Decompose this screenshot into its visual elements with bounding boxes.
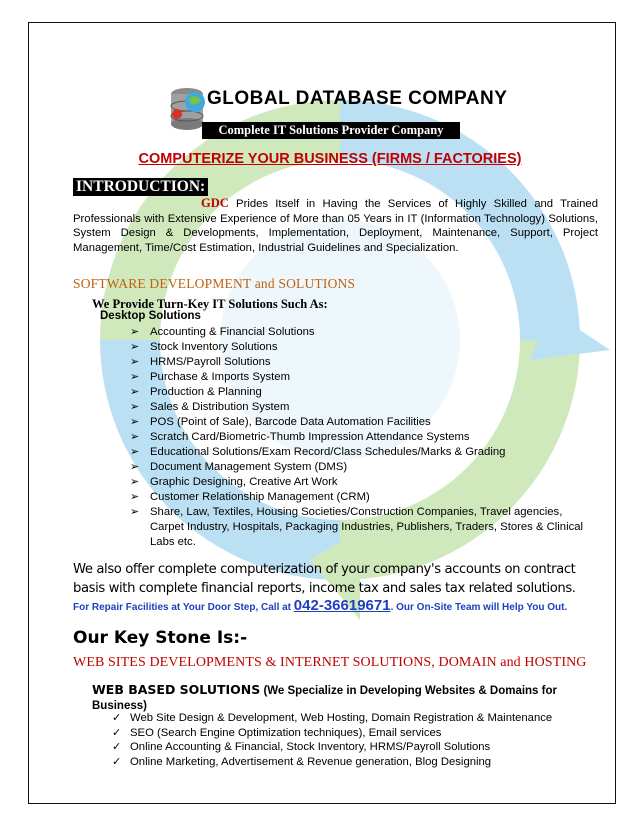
list-item xyxy=(130,340,590,355)
checkmark-icon: ✓ xyxy=(112,712,122,724)
web-solutions-list xyxy=(112,711,592,769)
arrow-bullet-icon: ➢ xyxy=(130,341,140,353)
list-item xyxy=(130,325,590,340)
arrow-bullet-icon: ➢ xyxy=(130,386,140,398)
list-item xyxy=(130,355,590,370)
accounts-offer-paragraph: We also offer complete computerization of your company's accounts on contract basis with complete financial reports, income tax and sales tax related solutions. xyxy=(73,562,576,596)
list-item-text: Online Accounting & Financial, Stock Inventory, HRMS/Payroll Solutions xyxy=(130,741,491,753)
introduction-text: Prides Itself in Having the Services of Highly Skilled and Trained Professionals with Extensive Experience of More than 05 Years in IT (Information Technology) Solutions, System Design & Developments, Implementation, Deployment, Maintenance, Support, Project Management, Time/Cost Estimation, Industrial Guidelines and Specialization. xyxy=(73,198,598,254)
list-item-text: Accounting & Financial Solutions xyxy=(150,326,315,338)
list-item-text: Sales & Distribution System xyxy=(150,401,290,413)
arrow-bullet-icon: ➢ xyxy=(130,371,140,383)
list-item xyxy=(130,475,590,490)
list-item-text: Web Site Design & Development, Web Hosting, Domain Registration & Maintenance xyxy=(130,712,553,724)
company-name: GLOBAL DATABASE COMPANY xyxy=(207,88,508,109)
phone-number-link[interactable]: 042-36619671 xyxy=(293,597,391,614)
list-item-text: Stock Inventory Solutions xyxy=(150,341,278,353)
checkmark-icon: ✓ xyxy=(112,741,122,753)
checkmark-icon: ✓ xyxy=(112,726,122,739)
list-item xyxy=(112,755,592,770)
list-item xyxy=(130,400,590,415)
list-item xyxy=(130,385,590,400)
turnkey-intro: We Provide Turn-Key IT Solutions Such As: xyxy=(92,297,328,311)
list-item-text: Purchase & Imports System xyxy=(150,371,291,383)
list-item xyxy=(112,726,592,741)
list-item-text: HRMS/Payroll Solutions xyxy=(150,356,271,368)
list-item xyxy=(130,490,590,505)
list-item-text: Customer Relationship Management (CRM) xyxy=(150,491,370,503)
arrow-bullet-icon: ➢ xyxy=(130,476,140,488)
list-item-text: Share, Law, Textiles, Housing Societies/Construction Companies, Travel agencies, Carpet Industry, Hospitals, Packaging Industries, Publishers, Traders, Stores & Clinical Labs etc. xyxy=(150,506,584,548)
keystone-heading: Our Key Stone Is:- xyxy=(73,628,248,648)
list-item xyxy=(130,415,590,430)
web-based-solutions-note: (We Specialize in Developing Websites & Domains for Business) xyxy=(92,685,557,712)
repair-text: For Repair Facilities at Your Door Step, Call at xyxy=(73,602,294,613)
list-item xyxy=(112,711,592,726)
arrow-bullet-icon: ➢ xyxy=(130,506,140,518)
desktop-solutions-list xyxy=(130,325,590,550)
repair-facilities-line xyxy=(73,597,613,614)
arrow-bullet-icon: ➢ xyxy=(130,461,140,473)
list-item-text: POS (Point of Sale), Barcode Data Automation Facilities xyxy=(150,416,431,428)
list-item-text: Educational Solutions/Exam Record/Class Schedules/Marks & Grading xyxy=(150,446,506,458)
arrow-bullet-icon: ➢ xyxy=(130,431,140,443)
list-item xyxy=(130,370,590,385)
introduction-heading: INTRODUCTION: xyxy=(73,178,208,196)
web-based-solutions-title: WEB BASED SOLUTIONS xyxy=(92,682,261,697)
arrow-bullet-icon: ➢ xyxy=(130,446,140,458)
list-item-text: SEO (Search Engine Optimization techniques), Email services xyxy=(130,726,442,739)
arrow-bullet-icon: ➢ xyxy=(130,401,140,413)
checkmark-icon: ✓ xyxy=(112,755,122,768)
main-heading: COMPUTERIZE YOUR BUSINESS (FIRMS / FACTORIES) xyxy=(138,151,522,167)
list-item-text: Online Marketing, Advertisement & Revenue generation, Blog Designing xyxy=(130,755,492,768)
list-item xyxy=(130,460,590,475)
list-item xyxy=(130,430,590,445)
arrow-bullet-icon: ➢ xyxy=(130,326,140,338)
arrow-bullet-icon: ➢ xyxy=(130,356,140,368)
company-tagline: Complete IT Solutions Provider Company xyxy=(202,122,460,139)
software-section-heading: SOFTWARE DEVELOPMENT and SOLUTIONS xyxy=(73,276,356,291)
web-based-solutions-heading xyxy=(92,682,562,714)
web-section-heading: WEB SITES DEVELOPMENTS & INTERNET SOLUTIONS, DOMAIN and HOSTING xyxy=(73,655,587,670)
list-item-text: Scratch Card/Biometric-Thumb Impression Attendance Systems xyxy=(150,431,470,443)
list-item-text: Graphic Designing, Creative Art Work xyxy=(150,476,338,488)
list-item xyxy=(130,445,590,460)
gdc-brand: GDC xyxy=(201,196,229,210)
list-item xyxy=(130,505,590,550)
company-header xyxy=(165,84,508,144)
repair-text-end: . Our On-Site Team will Help You Out. xyxy=(390,602,568,613)
list-item xyxy=(112,740,592,755)
arrow-bullet-icon: ➢ xyxy=(130,491,140,503)
list-item-text: Document Management System (DMS) xyxy=(150,461,348,473)
arrow-bullet-icon: ➢ xyxy=(130,416,140,428)
introduction-paragraph xyxy=(73,196,598,255)
list-item-text: Production & Planning xyxy=(150,386,262,398)
desktop-solutions-heading: Desktop Solutions xyxy=(100,310,201,322)
